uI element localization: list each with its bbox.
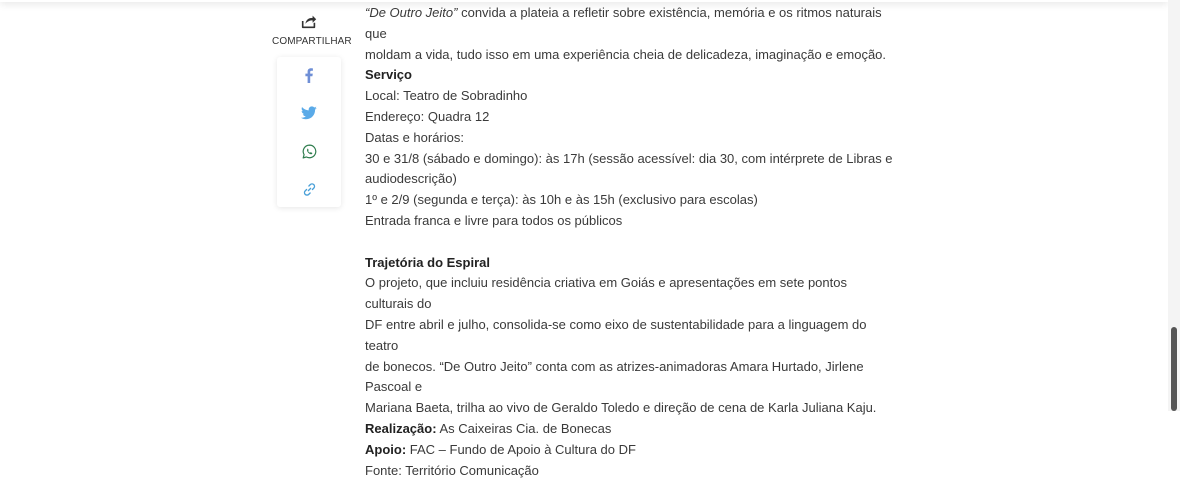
article-body xyxy=(365,3,895,481)
header-shadow xyxy=(0,0,1168,2)
dates-line-1 xyxy=(365,149,895,191)
trajectory-line-4: Mariana Baeta, trilha ao vivo de Geraldo Toledo e direção de cena de Karla Juliana Kaju. xyxy=(365,400,877,416)
page-scrollbar[interactable] xyxy=(1168,0,1180,411)
scrollbar-thumb[interactable] xyxy=(1171,327,1177,411)
service-local: Local: Teatro de Sobradinho xyxy=(365,88,528,104)
show-title: “De Outro Jeito” xyxy=(365,5,458,20)
entry-info: Entrada franca e livre para todos os públicos xyxy=(365,212,623,228)
share-header[interactable] xyxy=(272,12,352,47)
share-label: COMPARTILHAR xyxy=(272,36,352,47)
dates-line-2: 1º e 2/9 (segunda e terça): às 10h e às 15h (exclusivo para escolas) xyxy=(365,192,758,208)
dates-line-1b: audiodescrição) xyxy=(365,171,457,187)
share-icon[interactable] xyxy=(300,12,318,30)
copy-link-button[interactable] xyxy=(277,177,341,201)
whatsapp-icon xyxy=(302,144,317,159)
share-buttons-panel xyxy=(277,57,341,207)
intro-text-2: moldam a vida, tudo isso em uma experiência cheia de delicadeza, imaginação e emoção. xyxy=(365,46,887,62)
realization-line xyxy=(365,419,895,440)
service-address: Endereço: Quadra 12 xyxy=(365,108,490,124)
whatsapp-share-button[interactable] xyxy=(277,139,341,163)
source-line: Fonte: Território Comunicação xyxy=(365,462,539,478)
intro-text-1: convida a plateia a refletir sobre existência, memória e os ritmos naturais que xyxy=(365,5,882,41)
link-icon xyxy=(302,182,317,197)
facebook-share-button[interactable] xyxy=(277,63,341,87)
realization-label: Realização: xyxy=(365,420,437,436)
twitter-share-button[interactable] xyxy=(277,101,341,125)
paragraph-spacer xyxy=(365,232,895,253)
facebook-icon xyxy=(302,67,316,83)
realization-value: As Caixeiras Cia. de Bonecas xyxy=(436,420,612,436)
dates-line-1a: 30 e 31/8 (sábado e domingo): às 17h (sessão acessível: dia 30, com intérprete de Libras e xyxy=(365,150,893,166)
twitter-icon xyxy=(301,106,317,120)
support-label: Apoio: xyxy=(365,441,407,457)
trajectory-line-1: O projeto, que incluiu residência criativa em Goiás e apresentações em sete pontos culturais do xyxy=(365,275,847,312)
support-value: FAC – Fundo de Apoio à Cultura do DF xyxy=(406,441,636,457)
intro-paragraph xyxy=(365,3,895,65)
trajectory-line-3: de bonecos. “De Outro Jeito” conta com as atrizes-animadoras Amara Hurtado, Jirlene Pascoal e xyxy=(365,358,864,395)
support-line xyxy=(365,440,895,461)
trajectory-line-2: DF entre abril e julho, consolida-se como eixo de sustentabilidade para a linguagem do teatro xyxy=(365,316,867,353)
service-heading: Serviço xyxy=(365,67,412,83)
dates-heading: Datas e horários: xyxy=(365,129,464,145)
trajectory-heading: Trajetória do Espiral xyxy=(365,254,490,270)
trajectory-paragraph xyxy=(365,273,895,419)
